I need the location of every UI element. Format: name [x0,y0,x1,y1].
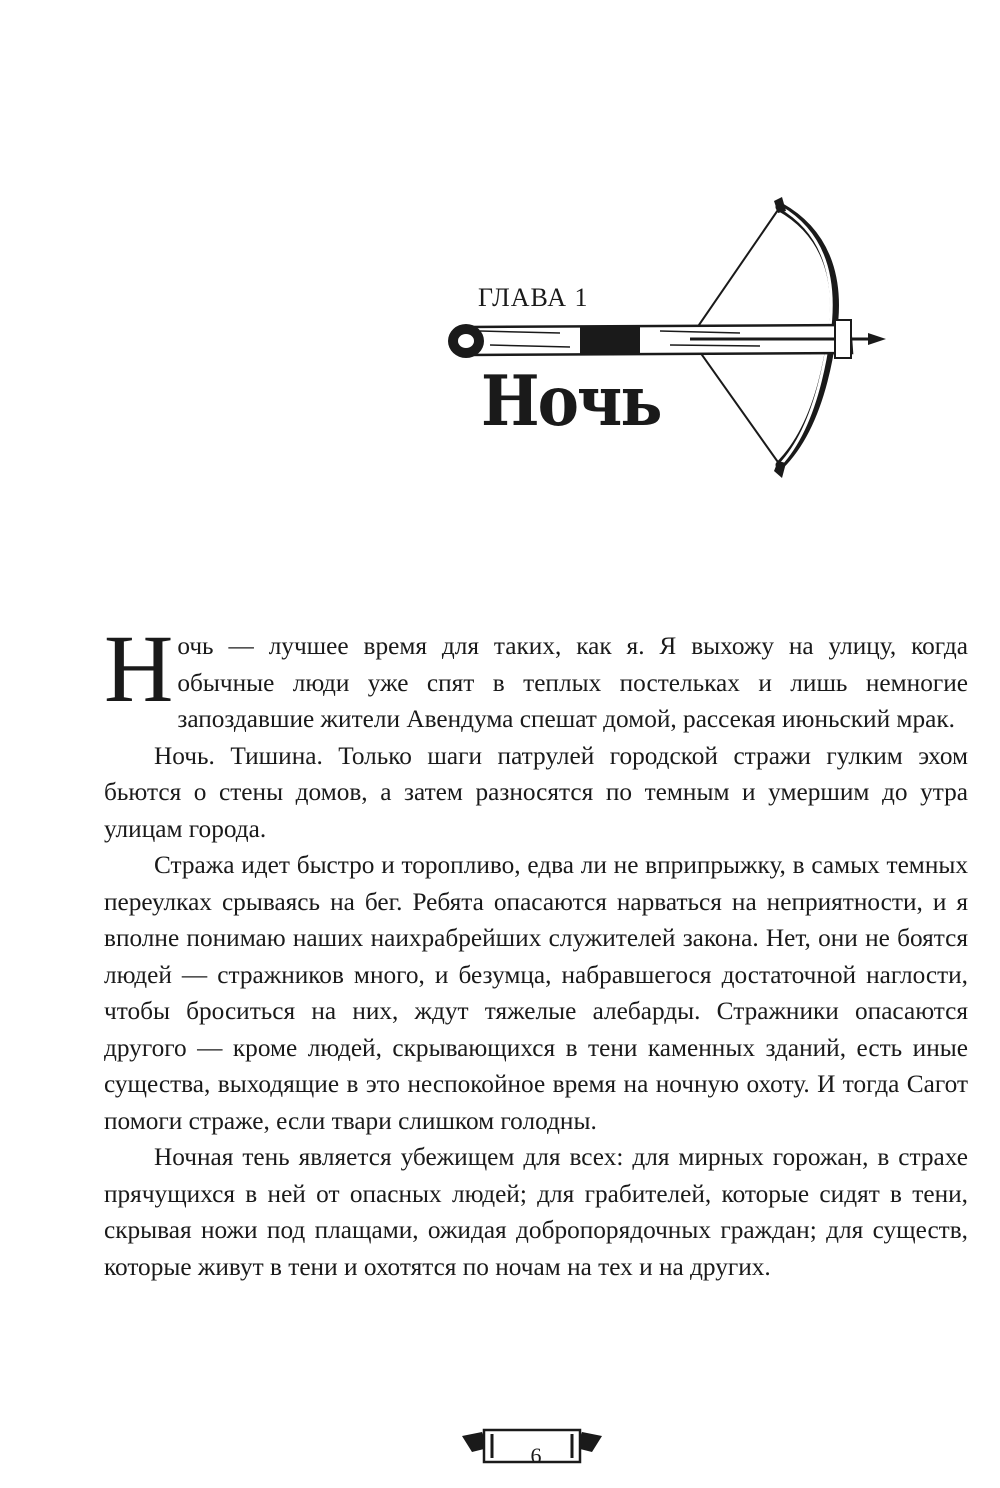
chapter-label: ГЛАВА 1 [478,283,589,312]
paragraph-3: Стража идет быстро и торопливо, едва ли не вприпрыжку, в самых темных переулках срываясь на бег. Ребята опасаются нарваться на неприятности, и я вполне понимаю наших наихрабрейших служителей закона. Нет, они не боятся людей — стражников много, и безумца, набравшегося достаточной наглости, чтобы броситься на них, ждут тяжелые алебарды. Стражники опасаются другого — кроме людей, скрывающихся в тени каменных зданий, есть иные существа, выходящие в это неспокойное время на ночную охоту. И тогда Сагот помоги страже, если твари слишком голодны. [104,851,968,1135]
paragraph-1 [104,615,968,738]
paragraph-text: очь — лучшее время для таких, как я. Я выхожу на улицу, когда обычные люди уже спят в теплых постельках и лишь немногие запоздавшие жители Авендума спешат домой, рассекая июньский мрак. [177,632,968,733]
chapter-title: Ночь [481,360,661,442]
paragraph-4: Ночная тень является убежищем для всех: для мирных горожан, в страхе прячущихся в ней от опасных людей; для грабителей, которые сидят в тени, скрывая ножи под плащами, ожидая добропорядочных граждан; для существ, которые живут в тени и охотятся по ночам на тех и на других. [104,1143,968,1281]
page-number: 6 [530,1443,542,1468]
paragraph-2: Ночь. Тишина. Только шаги патрулей городской стражи гулким эхом бьются о стены домов, а затем разносятся по темным и умершим до утра улицам города. [104,741,968,843]
drop-cap: Н [104,615,174,722]
body-text [104,615,968,1285]
